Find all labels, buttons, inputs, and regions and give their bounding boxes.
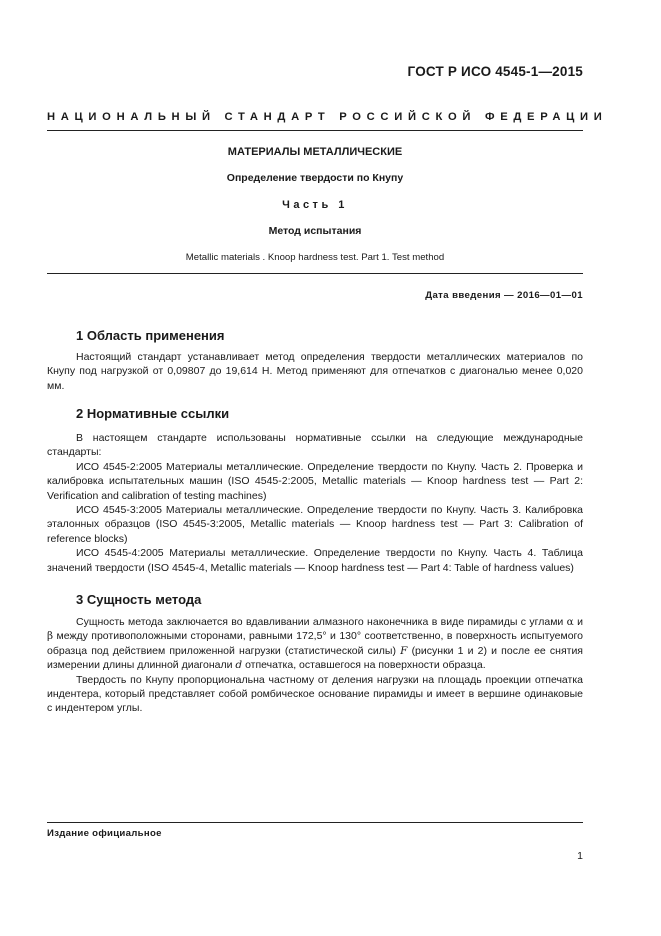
- title-main: МАТЕРИАЛЫ МЕТАЛЛИЧЕСКИЕ: [227, 146, 403, 158]
- official-edition-label: Издание официальное: [47, 828, 162, 839]
- title-part: Часть 1: [282, 199, 348, 211]
- section-3-paragraph-2: Твердость по Кнупу пропорциональна частному от деления нагрузки на площадь проекции отпечатка индентера, который представляет собой ромбическое основание пирамиды и имеет в вершине одинаковые с индентером углы.: [47, 673, 583, 715]
- section-2-body: [47, 431, 583, 575]
- section-3-paragraph-1: [47, 615, 583, 673]
- text-run: отпечатка, оставшегося на поверхности образца.: [245, 659, 486, 672]
- diagonal-symbol: d: [235, 659, 243, 672]
- text-run: (рисунки 1 и 2) и после ее снятия измерении длины длинной диагонали: [47, 644, 583, 672]
- page-number: 1: [577, 850, 583, 862]
- reference-iso-4545-4: ИСО 4545-4:2005 Материалы металлические. Определение твердости по Кнупу. Часть 4. Таблица значений твердости (ISO 4545-4, Metallic materials — Knoop hardness test — Part 4: Table of hardness values): [47, 547, 583, 574]
- alpha-symbol: α: [566, 616, 574, 628]
- section-1-title: 1 Область применения: [76, 328, 225, 343]
- footer-rule: [47, 822, 583, 823]
- title-rule: [47, 273, 583, 274]
- beta-symbol: β: [47, 630, 54, 643]
- section-2-intro: В настоящем стандарте использованы нормативные ссылки на следующие международные стандарты:: [47, 432, 583, 459]
- section-3-body: [47, 615, 583, 716]
- header-rule: [47, 130, 583, 131]
- text-run: Сущность метода заключается во вдавливании алмазного наконечника в виде пирамиды с углами: [76, 616, 564, 628]
- title-method: Метод испытания: [268, 225, 362, 237]
- text-run: между противоположными сторонами, равными 172,5° и 130° соответственно, в поверхность испытуемого образца под действием приложенной нагрузки (статистической силы): [47, 630, 583, 657]
- title-english: Metallic materials . Knoop hardness test. Part 1. Test method: [185, 252, 445, 263]
- section-3-title: 3 Сущность метода: [76, 592, 202, 607]
- text-run: и: [577, 616, 584, 628]
- section-1-paragraph: Настоящий стандарт устанавливает метод определения твердости металлических материалов по Кнупу под нагрузкой от 0,09807 до 19,614 Н. Метод применяют для отпечатков с диагональю менее 0,020 мм.: [47, 351, 583, 392]
- force-symbol: F: [400, 644, 408, 657]
- standard-type-heading: НАЦИОНАЛЬНЫЙ СТАНДАРТ РОССИЙСКОЙ ФЕДЕРАЦИИ: [47, 111, 608, 123]
- reference-iso-4545-2: ИСО 4545-2:2005 Материалы металлические. Определение твердости по Кнупу. Часть 2. Проверка и калибровка испытательных машин (ISO 4545-2:2005, Metallic materials — Knoop hardness test — Part 2: Verification and calibration of testing machines): [47, 460, 583, 502]
- document-id: ГОСТ Р ИСО 4545-1—2015: [407, 64, 583, 79]
- title-sub: Определение твердости по Кнупу: [226, 172, 404, 184]
- section-1-body: [47, 350, 583, 393]
- reference-iso-4545-3: ИСО 4545-3:2005 Материалы металлические. Определение твердости по Кнупу. Часть 3. Калибровка эталонных образцов (ISO 4545-3:2005, Metallic materials — Knoop hardness test — Part 3: Calibration of reference blocks): [47, 504, 583, 545]
- section-2-title: 2 Нормативные ссылки: [76, 406, 230, 421]
- effective-date: Дата введения — 2016—01—01: [425, 290, 583, 301]
